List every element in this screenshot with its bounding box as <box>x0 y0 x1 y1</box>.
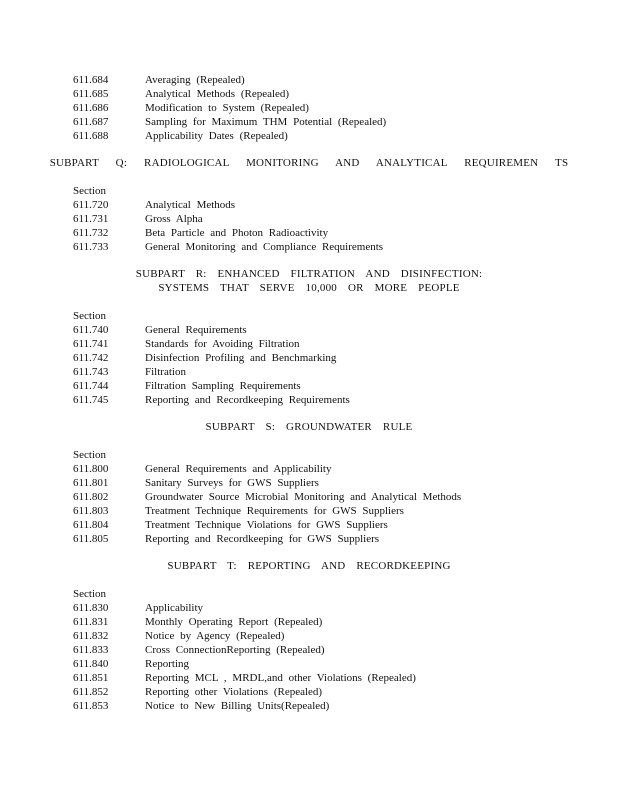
table-row <box>0 601 618 615</box>
section-number: 611.803 <box>73 505 109 517</box>
table-row <box>0 476 618 490</box>
subpart-q-rows <box>0 184 618 254</box>
section-number: 611.687 <box>73 116 109 128</box>
section-title: General Requirements <box>145 324 247 336</box>
section-title: Disinfection Profiling and Benchmarking <box>145 352 337 364</box>
subpart-q-heading: SUBPART Q: RADIOLOGICAL MONITORING AND ANALYTICAL REQUIREMEN TS <box>49 157 569 169</box>
table-row <box>0 629 618 643</box>
section-title: Applicability Dates (Repealed) <box>145 130 288 142</box>
section-label: Section <box>73 310 106 322</box>
section-title: Reporting and Recordkeeping Requirements <box>145 394 350 406</box>
section-title: Notice by Agency (Repealed) <box>145 630 285 642</box>
section-number: 611.830 <box>73 602 109 614</box>
section-number: 611.805 <box>73 533 109 545</box>
table-row <box>0 699 618 713</box>
table-row <box>0 198 618 212</box>
subpart-s-rows <box>0 448 618 546</box>
section-number: 611.733 <box>73 241 109 253</box>
section-title: Cross ConnectionReporting (Repealed) <box>145 644 325 656</box>
table-row <box>0 615 618 629</box>
table-row <box>0 518 618 532</box>
subpart-r-rows <box>0 309 618 407</box>
section-number: 611.800 <box>73 463 109 475</box>
table-row <box>0 87 618 101</box>
section-title: Notice to New Billing Units(Repealed) <box>145 700 330 712</box>
section-title: General Requirements and Applicability <box>145 463 332 475</box>
table-row <box>0 643 618 657</box>
table-row <box>0 685 618 699</box>
subpart-t-heading-block <box>0 559 618 573</box>
table-row <box>0 240 618 254</box>
section-title: Analytical Methods <box>145 199 236 211</box>
table-row <box>0 657 618 671</box>
section-label: Section <box>73 449 106 461</box>
table-row <box>0 393 618 407</box>
table-row <box>0 129 618 143</box>
section-title: Reporting MCL , MRDL,and other Violations (Repealed) <box>145 672 416 684</box>
subpart-t-rows <box>0 587 618 713</box>
section-number: 611.831 <box>73 616 109 628</box>
section-title: Monthly Operating Report (Repealed) <box>145 616 323 628</box>
section-number: 611.688 <box>73 130 109 142</box>
section-title: Reporting <box>145 658 189 670</box>
section-title: Groundwater Source Microbial Monitoring and Analytical Methods <box>145 491 462 503</box>
section-title: Sampling for Maximum THM Potential (Repealed) <box>145 116 387 128</box>
table-row <box>0 351 618 365</box>
section-label: Section <box>73 588 106 600</box>
section-number: 611.740 <box>73 324 109 336</box>
table-row <box>0 101 618 115</box>
subpart-q-heading-block <box>0 156 618 170</box>
table-row <box>0 462 618 476</box>
table-row <box>0 226 618 240</box>
section-number: 611.840 <box>73 658 109 670</box>
section-title: Filtration <box>145 366 186 378</box>
section-title: Applicability <box>145 602 204 614</box>
table-row <box>0 365 618 379</box>
section-title: Treatment Technique Requirements for GWS Suppliers <box>145 505 404 517</box>
section-title: Modification to System (Repealed) <box>145 102 309 114</box>
section-title: Analytical Methods (Repealed) <box>145 88 290 100</box>
subpart-p-rows <box>0 73 618 143</box>
table-row <box>0 504 618 518</box>
section-number: 611.832 <box>73 630 109 642</box>
section-title: Averaging (Repealed) <box>145 74 245 86</box>
section-number: 611.804 <box>73 519 109 531</box>
section-number: 611.685 <box>73 88 109 100</box>
subpart-r-heading-line1: SUBPART R: ENHANCED FILTRATION AND DISINFECTION: <box>135 268 483 280</box>
table-row <box>0 73 618 87</box>
section-label: Section <box>73 185 106 197</box>
section-title: Treatment Technique Violations for GWS Suppliers <box>145 519 388 531</box>
section-number: 611.684 <box>73 74 109 86</box>
subpart-s-heading: SUBPART S: GROUNDWATER RULE <box>205 421 413 433</box>
section-number: 611.853 <box>73 700 109 712</box>
section-title: Sanitary Surveys for GWS Suppliers <box>145 477 319 489</box>
section-number: 611.745 <box>73 394 109 406</box>
table-row <box>0 337 618 351</box>
section-number: 611.742 <box>73 352 109 364</box>
table-row <box>0 115 618 129</box>
section-number: 611.852 <box>73 686 109 698</box>
section-title: General Monitoring and Compliance Requirements <box>145 241 384 253</box>
section-number: 611.731 <box>73 213 109 225</box>
table-row <box>0 490 618 504</box>
table-row <box>0 671 618 685</box>
section-title: Reporting other Violations (Repealed) <box>145 686 323 698</box>
subpart-r-heading-block <box>0 267 618 295</box>
table-row <box>0 379 618 393</box>
section-number: 611.801 <box>73 477 109 489</box>
table-row <box>0 532 618 546</box>
subpart-s-heading-block <box>0 420 618 434</box>
table-row <box>0 212 618 226</box>
table-row <box>0 323 618 337</box>
subpart-r-heading-line2: SYSTEMS THAT SERVE 10,000 OR MORE PEOPLE <box>158 282 460 294</box>
section-number: 611.744 <box>73 380 109 392</box>
section-number: 611.686 <box>73 102 109 114</box>
section-number: 611.720 <box>73 199 109 211</box>
section-number: 611.743 <box>73 366 109 378</box>
section-title: Gross Alpha <box>145 213 203 225</box>
section-number: 611.833 <box>73 644 109 656</box>
subpart-t-heading: SUBPART T: REPORTING AND RECORDKEEPING <box>167 560 451 572</box>
section-number: 611.851 <box>73 672 109 684</box>
section-title: Standards for Avoiding Filtration <box>145 338 300 350</box>
section-number: 611.802 <box>73 491 109 503</box>
section-number: 611.741 <box>73 338 109 350</box>
section-title: Filtration Sampling Requirements <box>145 380 301 392</box>
section-number: 611.732 <box>73 227 109 239</box>
section-title: Beta Particle and Photon Radioactivity <box>145 227 329 239</box>
section-title: Reporting and Recordkeeping for GWS Suppliers <box>145 533 380 545</box>
